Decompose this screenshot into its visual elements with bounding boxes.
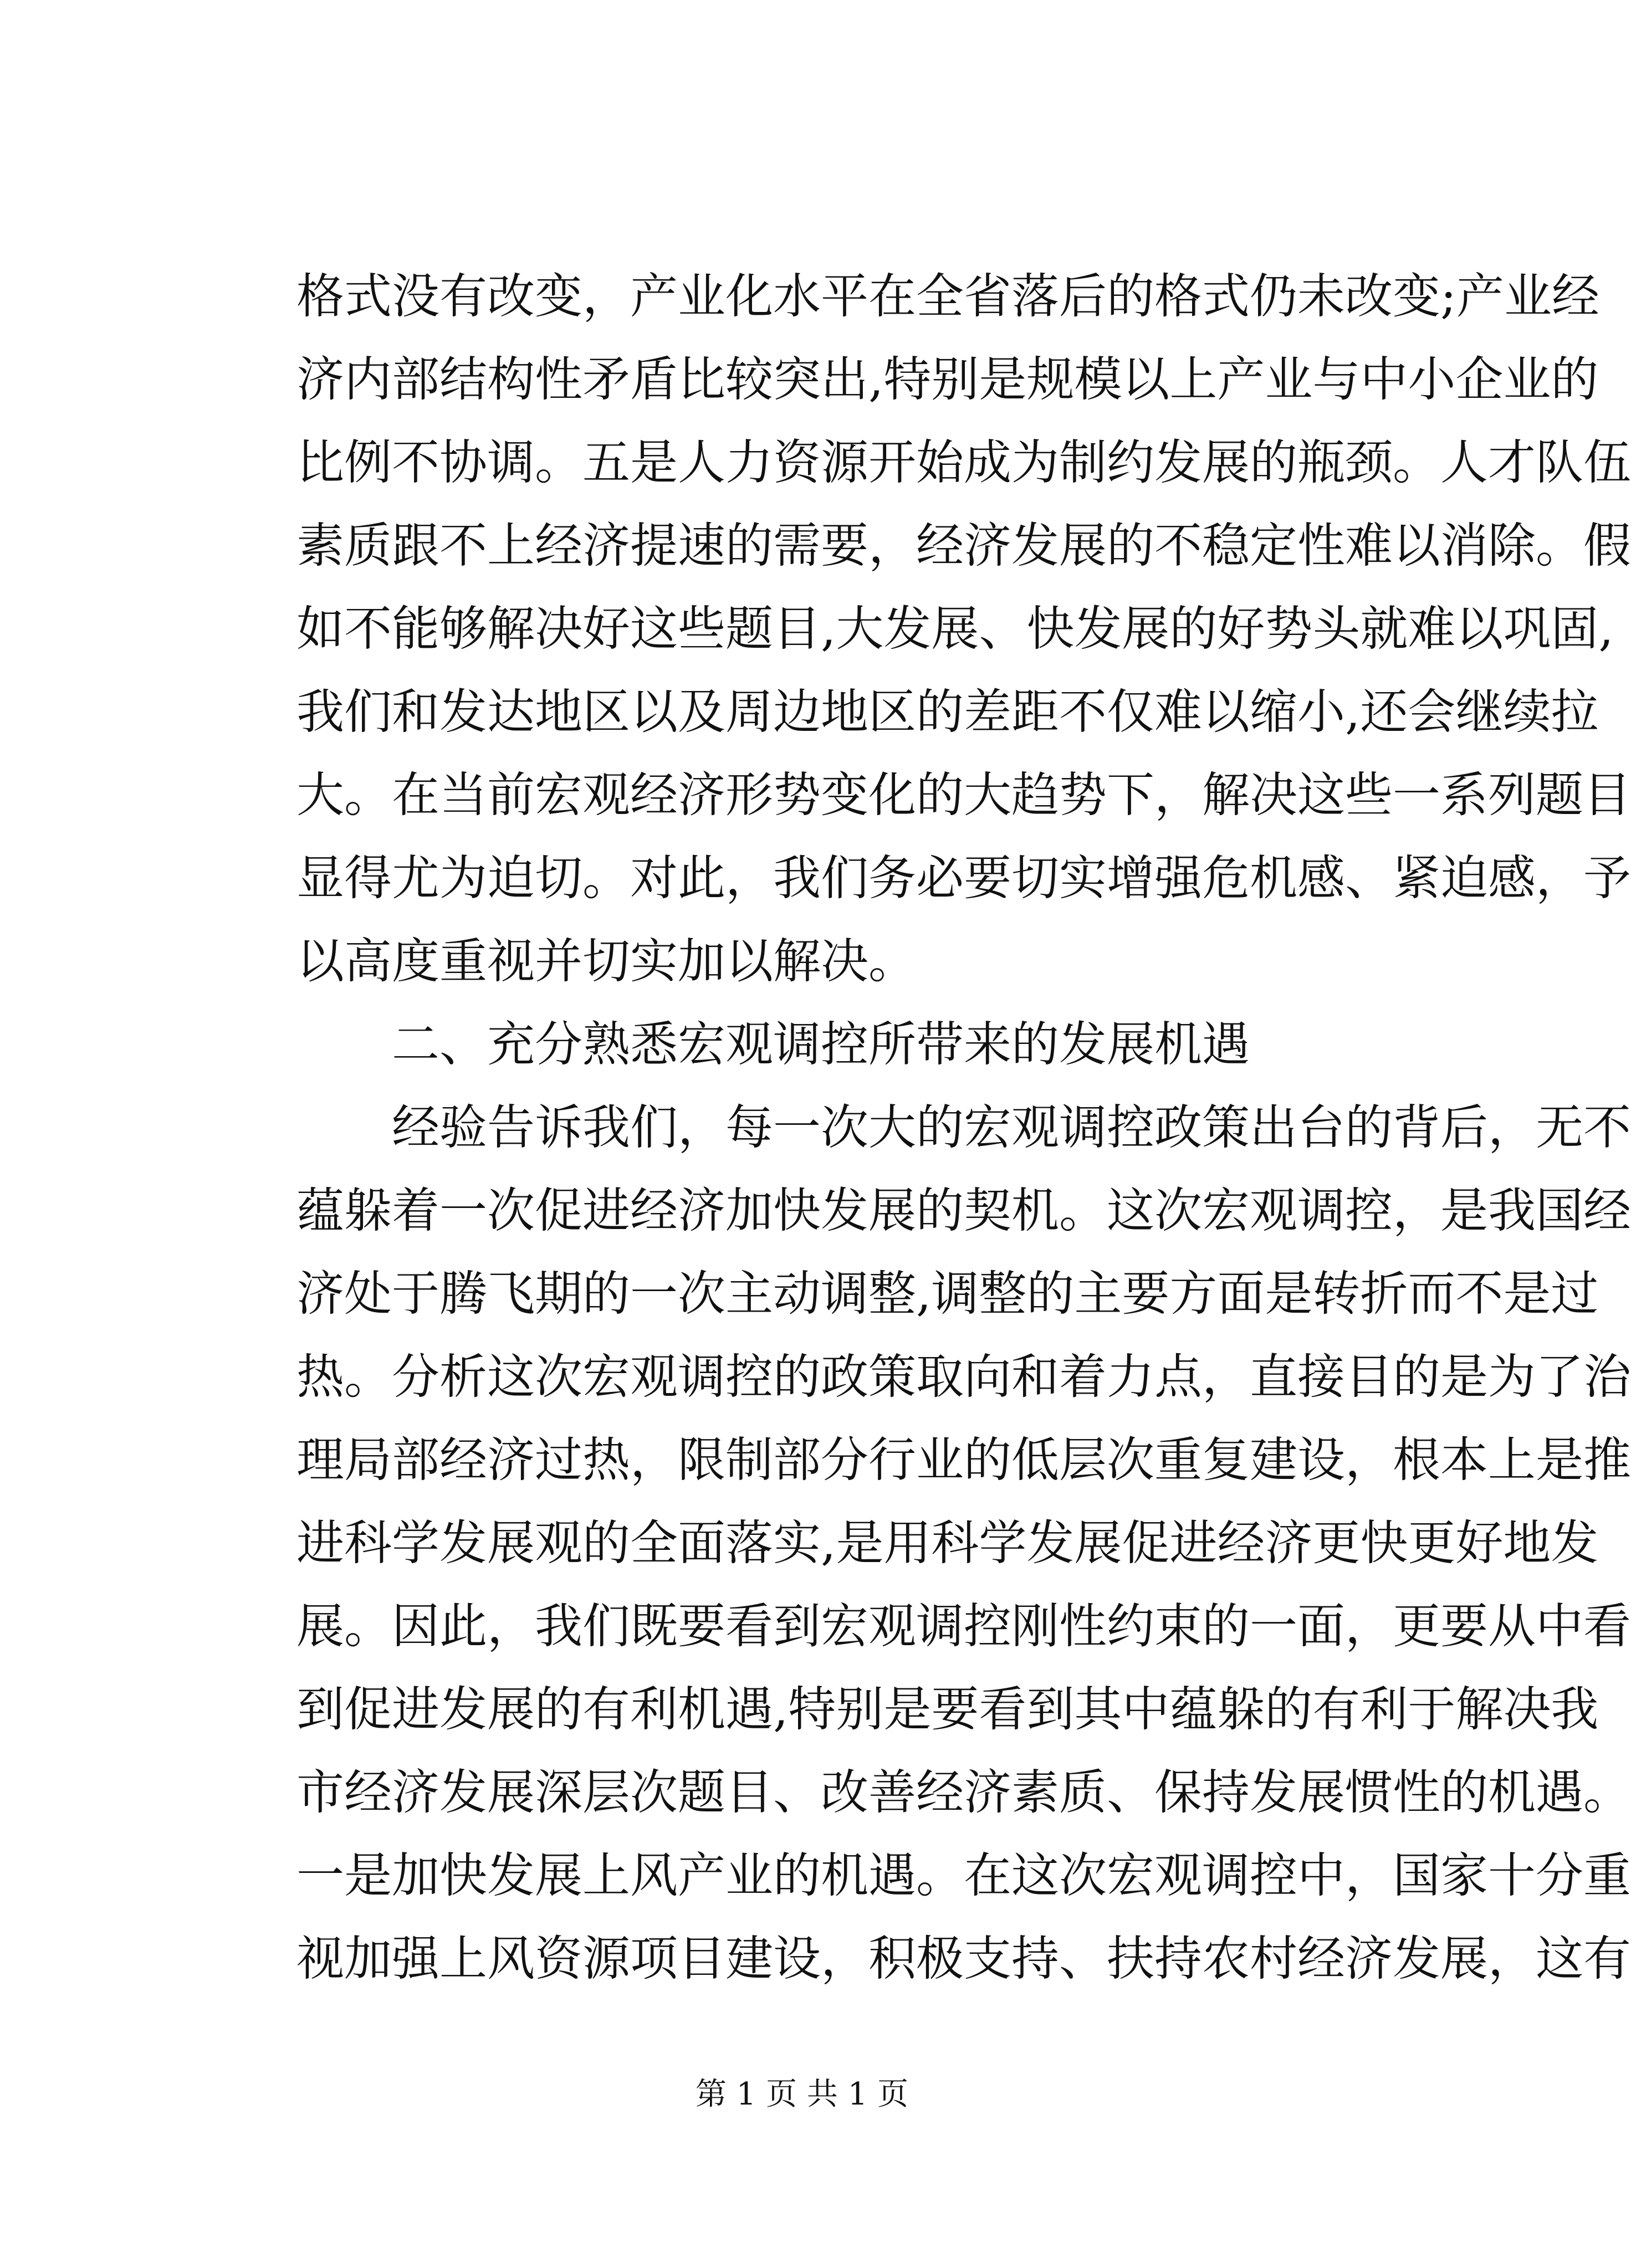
text-line: 济处于腾飞期的一次主动调整,调整的主要方面是转折而不是过 <box>296 1266 1599 1322</box>
text-line: 我们和发达地区以及周边地区的差距不仅难以缩小,还会继续拉 <box>296 684 1599 740</box>
text-line: 如不能够解决好这些题目,大发展、快发展的好势头就难以巩固, <box>296 601 1614 657</box>
text-line: 一是加快发展上风产业的机遇。在这次宏观调控中，国家十分重 <box>296 1848 1631 1903</box>
text-line: 显得尤为迫切。对此，我们务必要切实增强危机感、紧迫感，予 <box>296 851 1631 906</box>
text-line: 到促进发展的有利机遇,特别是要看到其中蕴躲的有利于解决我 <box>296 1682 1599 1737</box>
text-line: 进科学发展观的全面落实,是用科学发展促进经济更快更好地发 <box>296 1516 1599 1571</box>
text-line: 济内部结构性矛盾比较突出,特别是规模以上产业与中小企业的 <box>296 352 1599 407</box>
section-heading: 二、充分熟悉宏观调控所带来的发展机遇 <box>392 1017 1250 1072</box>
text-line: 展。因此，我们既要看到宏观调控刚性约束的一面，更要从中看 <box>296 1599 1631 1654</box>
paragraph-first-line: 经验告诉我们，每一次大的宏观调控政策出台的背后，无不 <box>392 1100 1631 1155</box>
text-line: 以高度重视并切实加以解决。 <box>296 934 916 989</box>
text-line: 素质跟不上经济提速的需要，经济发展的不稳定性难以消除。假 <box>296 518 1631 574</box>
text-line: 大。在当前宏观经济形势变化的大趋势下，解决这些一系列题目 <box>296 767 1631 823</box>
text-line: 理局部经济过热，限制部分行业的低层次重复建设，根本上是推 <box>296 1432 1631 1488</box>
text-line: 热。分析这次宏观调控的政策取向和着力点，直接目的是为了治 <box>296 1349 1631 1405</box>
text-line: 蕴躲着一次促进经济加快发展的契机。这次宏观调控，是我国经 <box>296 1183 1631 1238</box>
text-line: 格式没有改变，产业化水平在全省落后的格式仍未改变;产业经 <box>296 269 1599 324</box>
text-line: 市经济发展深层次题目、改善经济素质、保持发展惯性的机遇。 <box>296 1765 1631 1820</box>
text-line: 比例不协调。五是人力资源开始成为制约发展的瓶颈。人才队伍 <box>296 435 1631 490</box>
text-line: 视加强上风资源项目建设，积极支持、扶持农村经济发展，这有 <box>296 1931 1631 1987</box>
page-footer: 第 1 页 共 1 页 <box>695 2076 909 2112</box>
